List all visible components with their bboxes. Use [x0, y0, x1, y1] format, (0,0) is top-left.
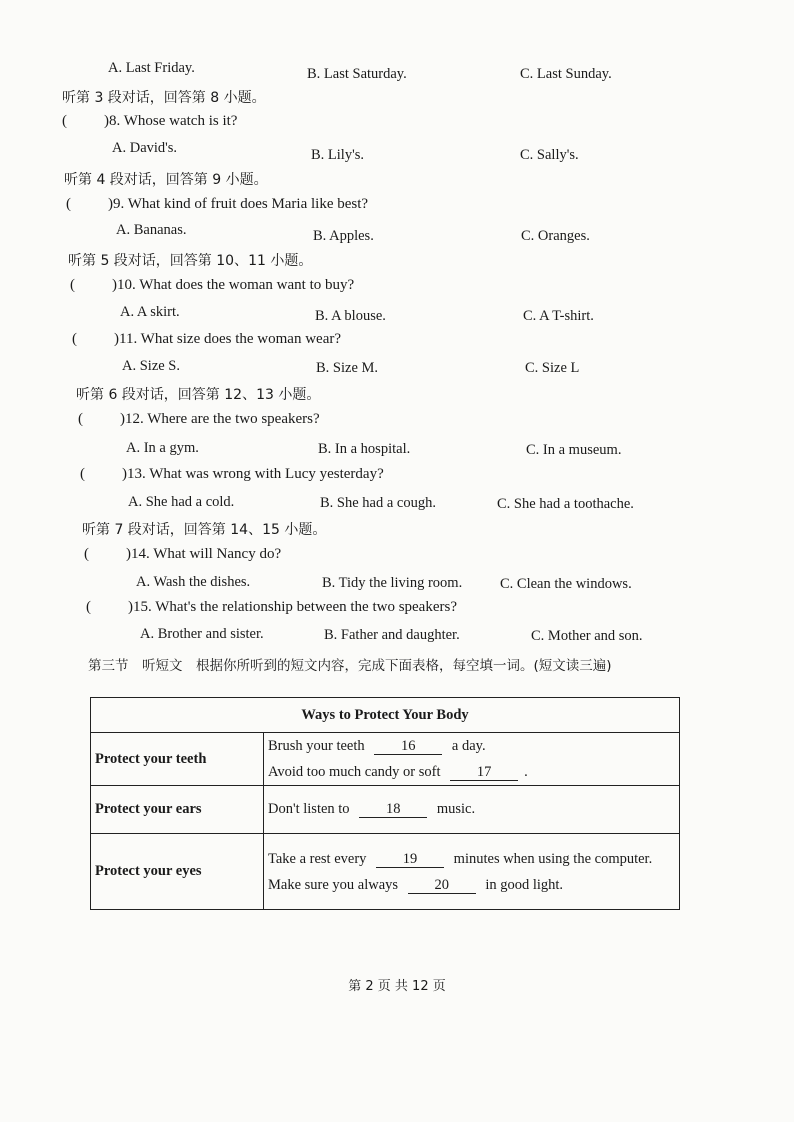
eyes-cell — [264, 834, 680, 910]
q8-answer-paren[interactable]: ( — [62, 113, 67, 129]
part-3-heading: 第三节 听短文 根据你所听到的短文内容，完成下面表格，每空填一词。(短文读三遍) — [88, 658, 612, 674]
q11-option-c: C. Size L — [525, 360, 580, 376]
q11-option-b: B. Size M. — [316, 360, 379, 376]
table-title: Ways to Protect Your Body — [91, 698, 680, 733]
protect-body-table — [90, 697, 680, 907]
q7-option-b: B. Last Saturday. — [307, 66, 407, 82]
teeth-line2-text: Avoid too much candy or soft — [268, 764, 441, 780]
q13-text: )13. What was wrong with Lucy yesterday? — [122, 466, 384, 482]
eyes-label: Protect your eyes — [91, 834, 264, 910]
teeth-label: Protect your teeth — [91, 733, 264, 786]
q15-option-b: B. Father and daughter. — [324, 627, 460, 643]
q7-option-a: A. Last Friday. — [108, 60, 195, 76]
q8-option-c: C. Sally's. — [520, 147, 579, 163]
section-5-title: 听第 5 段对话，回答第 10、11 小题。 — [68, 253, 313, 269]
q11-text: )11. What size does the woman wear? — [114, 331, 341, 347]
ears-label: Protect your ears — [91, 786, 264, 834]
section-3-title: 听第 3 段对话，回答第 8 小题。 — [62, 90, 266, 106]
blank-17[interactable]: 17 — [450, 764, 518, 781]
q14-question — [84, 546, 281, 563]
teeth-line1-text: Brush your teeth — [268, 738, 365, 754]
q12-question — [78, 411, 320, 428]
blank-18[interactable]: 18 — [359, 801, 427, 818]
section-7-title: 听第 7 段对话，回答第 14、15 小题。 — [82, 522, 327, 538]
q10-option-c: C. A T-shirt. — [523, 308, 594, 324]
q12-answer-paren[interactable]: ( — [78, 411, 83, 427]
q9-option-b: B. Apples. — [313, 228, 374, 244]
q14-option-b: B. Tidy the living room. — [322, 575, 463, 591]
q11-answer-paren[interactable]: ( — [72, 331, 77, 347]
q9-text: )9. What kind of fruit does Maria like best? — [108, 196, 369, 212]
q9-question — [66, 196, 368, 213]
q13-option-c: C. She had a toothache. — [497, 496, 634, 512]
q13-question — [80, 466, 384, 483]
blank-20[interactable]: 20 — [408, 877, 476, 894]
q14-option-c: C. Clean the windows. — [500, 576, 632, 592]
q13-option-b: B. She had a cough. — [320, 495, 436, 511]
eyes-line1-end: minutes when using the computer. — [453, 850, 653, 867]
q8-option-b: B. Lily's. — [311, 147, 364, 163]
section-4-title: 听第 4 段对话，回答第 9 小题。 — [64, 172, 268, 188]
blank-19[interactable]: 19 — [376, 851, 444, 868]
eyes-line2-end: in good light. — [485, 876, 564, 893]
q13-option-a: A. She had a cold. — [128, 494, 235, 510]
q10-option-b: B. A blouse. — [315, 308, 386, 324]
q11-question — [72, 331, 341, 348]
eyes-line2-text: Make sure you always — [268, 876, 399, 893]
section-6-title: 听第 6 段对话，回答第 12、13 小题。 — [76, 387, 321, 403]
q12-text: )12. Where are the two speakers? — [120, 411, 320, 427]
q9-answer-paren[interactable]: ( — [66, 196, 71, 212]
q8-option-a: A. David's. — [112, 140, 178, 156]
q14-option-a: A. Wash the dishes. — [136, 574, 251, 590]
q12-option-a: A. In a gym. — [126, 440, 199, 456]
q10-text: )10. What does the woman want to buy? — [112, 277, 355, 293]
q10-question — [70, 277, 354, 294]
q13-answer-paren[interactable]: ( — [80, 466, 85, 482]
page-number: 第 2 页 共 12 页 — [348, 979, 446, 994]
q10-answer-paren[interactable]: ( — [70, 277, 75, 293]
teeth-cell — [264, 733, 680, 786]
q14-text: )14. What will Nancy do? — [126, 546, 282, 562]
q8-text: )8. Whose watch is it? — [104, 113, 238, 129]
q9-option-c: C. Oranges. — [521, 228, 590, 244]
ears-cell — [264, 786, 680, 834]
eyes-line1-text: Take a rest every — [268, 850, 367, 867]
q8-question — [62, 113, 237, 130]
q7-option-c: C. Last Sunday. — [520, 66, 612, 82]
q15-question — [86, 599, 457, 616]
q15-answer-paren[interactable]: ( — [86, 599, 91, 615]
teeth-line2-end: . — [524, 764, 528, 780]
q12-option-b: B. In a hospital. — [318, 441, 411, 457]
blank-16[interactable]: 16 — [374, 738, 442, 755]
q14-answer-paren[interactable]: ( — [84, 546, 89, 562]
q15-option-c: C. Mother and son. — [531, 628, 643, 644]
ears-text: Don't listen to — [268, 801, 350, 817]
teeth-line1-end: a day. — [451, 738, 486, 754]
q15-text: )15. What's the relationship between the two speakers? — [128, 599, 457, 615]
q12-option-c: C. In a museum. — [526, 442, 622, 458]
q15-option-a: A. Brother and sister. — [140, 626, 264, 642]
ears-end: music. — [436, 801, 476, 817]
q9-option-a: A. Bananas. — [116, 222, 187, 238]
q10-option-a: A. A skirt. — [120, 304, 180, 320]
q11-option-a: A. Size S. — [122, 358, 180, 374]
